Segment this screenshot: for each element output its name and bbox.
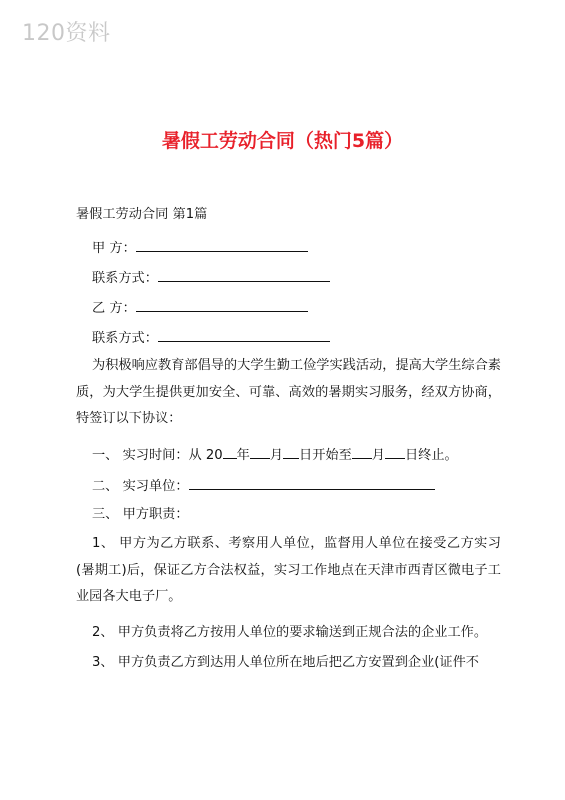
clause-2-row	[92, 476, 435, 496]
watermark: 120资料	[22, 21, 111, 46]
party-a-blank	[136, 238, 308, 252]
document-title: 暑假工劳动合同（热门5篇）	[161, 130, 404, 152]
day-end-text: 日终止。	[404, 448, 458, 463]
contact-label-2: 联系方式：	[92, 331, 158, 346]
intro-paragraph: 为积极响应教育部倡导的大学生勤工俭学实践活动，提高大学生综合素质，为大学生提供更加安全、可靠、高效的暑期实习服务，经双方协商，特签订以下协议：	[76, 358, 501, 426]
month-unit-2: 月	[371, 448, 385, 463]
item-2-paragraph: 2、 甲方负责将乙方按用人单位的要求输送到正规合法的企业工作。	[92, 625, 488, 640]
day-blank-1	[283, 445, 299, 459]
year-blank	[223, 445, 237, 459]
contact-row-1	[92, 268, 330, 288]
clause-1-row	[92, 445, 458, 465]
clause-3-heading: 三、 甲方职责：	[92, 507, 189, 522]
clause-2-label: 二、 实习单位：	[92, 479, 189, 494]
month-unit-1: 月	[269, 448, 284, 463]
section-heading: 暑假工劳动合同 第1篇	[76, 207, 208, 222]
item-1-paragraph: 1、 甲方为乙方联系、考察用人单位，监督用人单位在接受乙方实习(暑期工)后，保证乙方合法权益，实习工作地点在天津市西青区微电子工业园各大电子厂。	[76, 536, 501, 604]
unit-blank	[189, 476, 435, 490]
contact-blank-2	[158, 328, 330, 342]
item-3-paragraph: 3、 甲方负责乙方到达用人单位所在地后把乙方安置到企业(证件不	[92, 655, 479, 670]
contact-blank-1	[158, 268, 330, 282]
party-b-label: 乙 方：	[92, 301, 136, 316]
month-blank-2	[352, 445, 372, 459]
party-b-blank	[136, 298, 308, 312]
clause-1-label: 一、 实习时间：从 20	[92, 448, 223, 463]
party-a-label: 甲 方：	[92, 241, 136, 256]
year-unit: 年	[236, 448, 250, 463]
party-a-row	[92, 238, 308, 258]
contact-label-1: 联系方式：	[92, 271, 158, 286]
party-b-row	[92, 298, 308, 318]
contact-row-2	[92, 328, 330, 348]
day-start-text: 日开始至	[299, 448, 352, 463]
month-blank-1	[250, 445, 270, 459]
day-blank-2	[385, 445, 405, 459]
